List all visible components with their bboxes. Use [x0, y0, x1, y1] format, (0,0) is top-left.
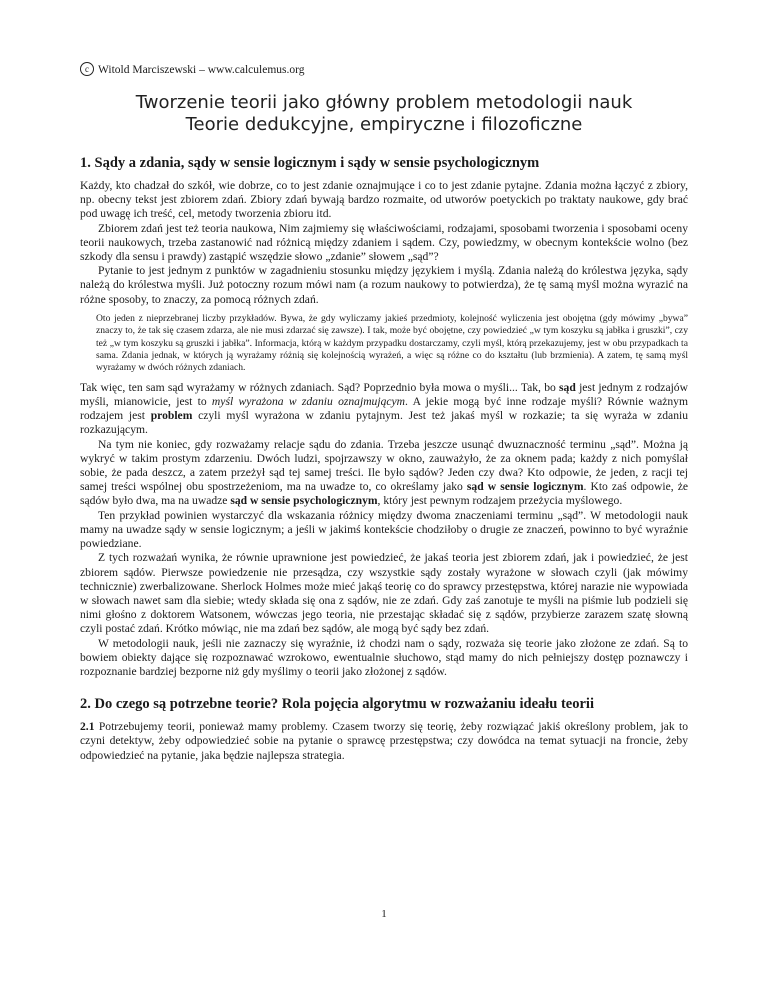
title-line-1: Tworzenie teorii jako główny problem metodologii nauk: [135, 92, 633, 113]
paragraph: Ten przykład powinien wystarczyć dla wskazania różnicy między dwoma znaczeniami terminu „sąd”. W metodologii nauk mamy na uwadze sądy w sensie logicznym; a jeśli w jakimś kontekście chodziłoby o drugie ze znaczeń, powinno to być wyraźnie powiedziane.: [80, 508, 688, 551]
subsection-number: 2.1: [80, 720, 95, 734]
paragraph: Zbiorem zdań jest też teoria naukowa, Nim zajmiemy się właściwościami, rodzajami, sposobami tworzenia i sposobami oceny teorii naukowych, trzeba zastanowić nad różnicą między zdaniem i sądem. Czy, powiedzmy, w obecnym kontekście wolno (bez szkody dla sensu i prawdy) zastąpić wszędzie słowo „zdanie” słowem „sąd”?: [80, 221, 688, 264]
page-number: 1: [381, 908, 387, 920]
paragraph: Pytanie to jest jednym z punktów w zagadnieniu stosunku między językiem i myślą. Zdania należą do królestwa języka, sądy należą do królestwa myśli. Już potoczny rozum mówi nam (a rozum naukowy to potwierdza), że tę samą myśl można wyrazić na różne sposoby, to znaczy, za pomocą różnych zdań.: [80, 264, 688, 306]
paragraph: W metodologii nauk, jeśli nie zaznaczy się wyraźnie, iż chodzi nam o sądy, rozważa się teorie jako złożone ze zdań. Są to bowiem obiekty dające się rozpoznawać wzrokowo, ewentualnie słuchowo, stąd mamy do nich pełniejszy dostęp poznawczy i rozpoznanie bardziej bezporne niż gdy myślimy o teorii jako złożonej z sądów.: [80, 636, 688, 678]
text-run: Na tym nie koniec, gdy rozważamy relacje sądu do zdania. Trzeba jeszcze usunąć dwuznaczność terminu „sąd”. Można ją wykryć w takim prostym zdarzeniu. Dwóch ludzi, spojrzawszy w okno, zauważyło, że za oknem pada; każdy z nich pomyślał sobie, że pada deszcz, a zatem przeżył sąd tej samej treści. Ile było sądów? Jeden czy dwa? Kto odpowie, że jeden, z racji tej samej treści wspólnej obu spostrzeżeniom, ma na uwadze to, co określamy jako: [80, 437, 688, 494]
text-run: . Kto zaś odpowie, że sądów było dwa, ma na uwadze: [80, 480, 688, 508]
text-run: Tak więc, ten sam sąd wyrażamy w różnych zdaniach. Sąd? Poprzednio była mowa o myśli... Tak, bo: [80, 380, 560, 394]
example-note: Oto jeden z nieprzebranej liczby przykładów. Bywa, że gdy wyliczamy jakieś przedmioty, kolejność wyliczenia jest obojętna (gdy mówimy „bywa” znaczy to, że tak się czasem zdarza, ale nie musi zdarzać się zawsze). I tak, może być obojętne, czy powiedzieć „w tym koszyku są jabłka i gruszki”, czy też „w tym koszyku są gruszki i jabłka”. Informacja, którą w każdym przypadku dostarczamy, czyli myśl, którą przekazujemy, jest w obu przypadkach ta sama. Zdania jednak, w których ją wyrażamy różnią się kolejnością wyrażeń, a więc są różne co do kształtu (lub brzmienia). A zatem, tę samą myśl wyrażamy w dwóch różnych zdaniach.: [96, 312, 688, 374]
paragraph: [80, 720, 688, 763]
paragraph: Każdy, kto chadzał do szkół, wie dobrze, co to jest zdanie oznajmujące i co to jest zdanie pytajne. Zdania można łączyć z zbiory, np. obecny tekst jest zbiorem zdań. Zbiory zdań bywają bardzo rozmaite, od utworów poetyckich po traktaty naukowe, gdy brać pod uwagę ich treść, cel, metody tworzenia zbioru itd.: [80, 179, 688, 221]
copyright-symbol: c: [80, 62, 94, 76]
section-2-heading: 2. Do czego są potrzebne teorie? Rola pojęcia algorytmu w rozważaniu ideału teorii: [80, 696, 594, 713]
paragraph: Z tych rozważań wynika, że równie uprawnione jest powiedzieć, że jakaś teoria jest zbiorem zdań, jak i powiedzieć, że jest zbiorem sądów. Pierwsze powiedzenie nie przesądza, czy wszystkie sądy zostały wyrażone w słowach czyli (jak mówimy technicznie) zwerbalizowane. Sherlock Holmes może mieć jakąś teorię co do sprawcy przestępstwa, której narazie nie wypowiada w słowach nawet sam dla siebie; wtedy składa się ona z sądów, nie ze zdań. Gdy zaś zanotuje te myśli na piśmie lub podzieli się nimi głośno z doktorem Watsonem, wówczas jego teoria, nie przestając składać się z sądów, przybierze zarazem szatę słowną czyli postać zdań. Krótko mówiąc, nie ma zdań bez sądów, ale mogą być sądy bez zdań.: [80, 551, 688, 636]
text-run: Potrzebujemy teorii, ponieważ mamy problemy. Czasem tworzy się teorię, żeby rozwiązać jakiś określony problem, jak to czyni detektyw, żeby odpowiedzieć sobie na pytanie o sprawcę przestępstwa; czy dowódca na temat sytuacji na froncie, żeby odpowiedzieć na pytanie, jaka będzie najlepsza strategia.: [80, 720, 688, 762]
term-bold: sąd w sensie logicznym: [466, 480, 584, 494]
copyright-line: [80, 62, 688, 76]
term-bold: sąd: [559, 380, 576, 394]
document-title: [80, 92, 688, 136]
term-bold: problem: [150, 409, 193, 423]
text-run: jest jednym z rodzajów myśli, mianowicie, jest to: [80, 380, 688, 409]
title-line-2: Teorie dedukcyjne, empiryczne i filozoficzne: [185, 114, 583, 135]
paragraph: [80, 381, 688, 438]
page: [80, 62, 689, 920]
text-run: . A jekie mogą być inne rodzaje myśli? Równie ważnym rodzajem jest: [80, 395, 688, 423]
term-bold: sąd w sensie psychologicznym: [230, 494, 378, 508]
paragraph: [80, 438, 688, 509]
text-run: czyli myśl wyrażona w zdaniu pytajnym. Jest też jakaś myśl w rozkazie; ta się wyraża w zdaniu rozkazującym.: [80, 409, 689, 437]
definition-italic: myśl wyrażona w zdaniu oznajmującym: [211, 395, 406, 409]
section-1-heading: 1. Sądy a zdania, sądy w sensie logicznym i sądy w sensie psychologicznym: [80, 155, 540, 171]
copyright-text: Witold Marciszewski – www.calculemus.org: [98, 64, 305, 76]
text-run: , który jest pewnym rodzajem przeżycia myślowego.: [377, 494, 623, 508]
